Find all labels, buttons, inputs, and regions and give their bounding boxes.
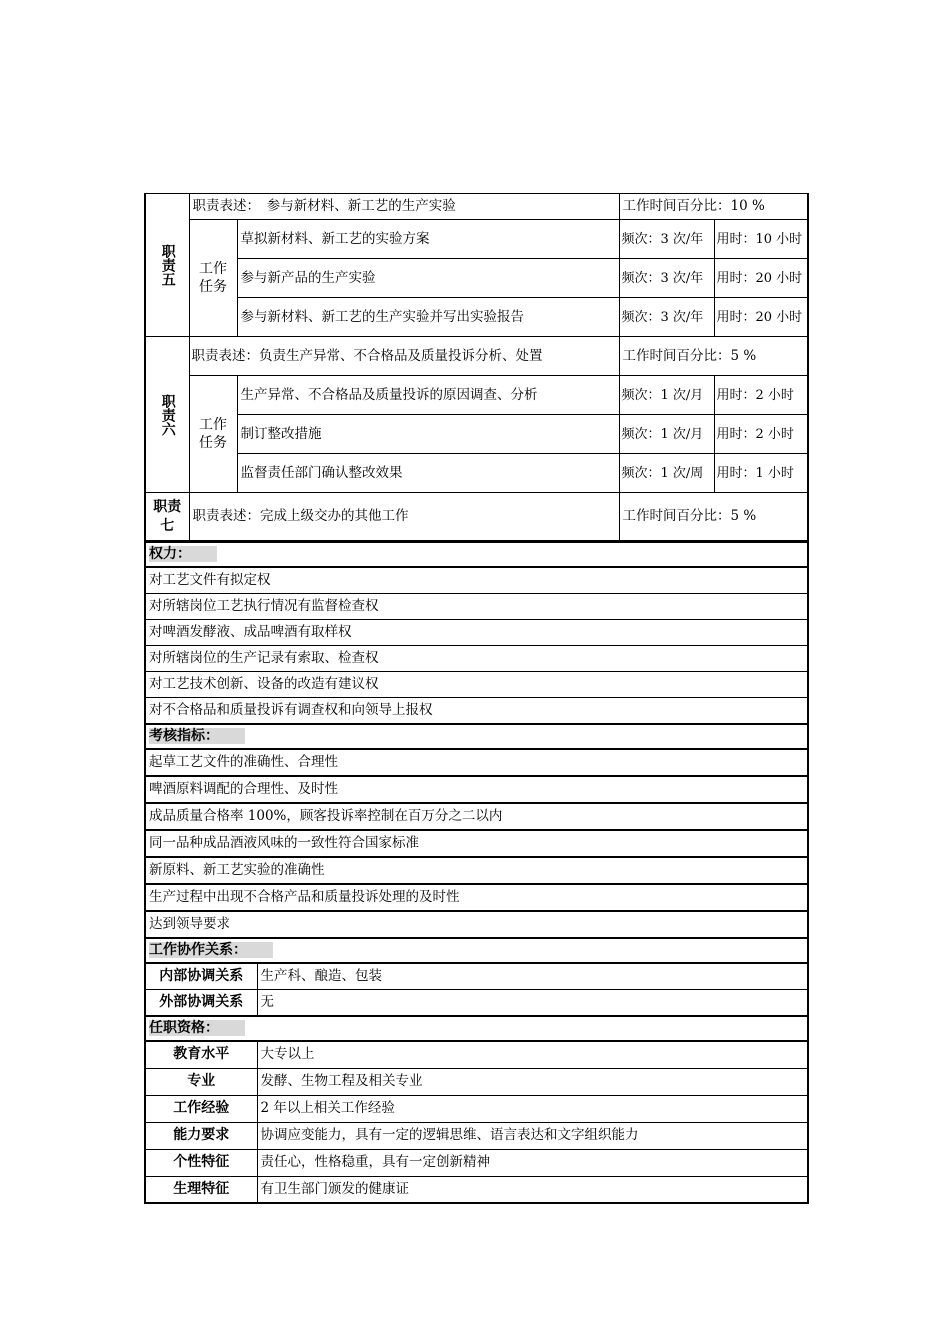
duty-6-task-row (145, 376, 808, 415)
qualification-value: 发酵、生物工程及相关专业 (257, 1068, 808, 1095)
cooperation-value: 生产科、酿造、包装 (257, 963, 808, 990)
duty-5-task-row (145, 298, 808, 337)
kpi-heading-text: 考核指标： (149, 728, 245, 744)
duty-5-task-label-text: 工作任务 (198, 261, 227, 295)
authority-item: 对不合格品和质量投诉有调查权和向领导上报权 (145, 698, 808, 725)
kpi-item: 新原料、新工艺实验的准确性 (145, 857, 808, 884)
duty-6-task-2: 制订整改措施 (237, 415, 619, 454)
duty-6-time-pct: 工作时间百分比：5 % (619, 337, 808, 376)
duty-6-description: 职责表述：负责生产异常、不合格品及质量投诉分析、处置 (189, 337, 619, 376)
qualification-value: 协调应变能力，具有一定的逻辑思维、语言表达和文字组织能力 (257, 1122, 808, 1149)
qualification-heading-text: 任职资格： (149, 1020, 245, 1036)
duty-5-task-row (145, 259, 808, 298)
duty-6-description-row (145, 337, 808, 376)
qualification-heading (145, 1016, 808, 1041)
duty-5-label (145, 194, 189, 337)
duty-6-task-label-text: 工作任务 (198, 417, 227, 451)
qualification-value: 大专以上 (257, 1041, 808, 1068)
duty-6-task-2-freq: 频次：1 次/月 (619, 415, 714, 454)
duty-7-label (145, 493, 189, 541)
authority-item: 对啤酒发酵液、成品啤酒有取样权 (145, 620, 808, 646)
authority-item: 对所辖岗位的生产记录有索取、检查权 (145, 646, 808, 672)
duty-6-task-2-time: 用时：2 小时 (714, 415, 808, 454)
authority-heading-text: 权力： (149, 546, 217, 562)
duty-6-task-row (145, 415, 808, 454)
duty-5-time-pct: 工作时间百分比：10 % (619, 194, 808, 220)
duty-6-task-1: 生产异常、不合格品及质量投诉的原因调查、分析 (237, 376, 619, 415)
qualification-label: 生理特征 (145, 1176, 257, 1203)
duty-5-task-row (145, 220, 808, 259)
duty-5-task-2-time: 用时：20 小时 (714, 259, 808, 298)
qualification-label: 专业 (145, 1068, 257, 1095)
cooperation-heading-text: 工作协作关系： (149, 942, 273, 958)
duty-7-label-text: 职责七 (153, 498, 182, 534)
duty-5-task-1: 草拟新材料、新工艺的实验方案 (237, 220, 619, 259)
cooperation-label: 外部协调关系 (145, 990, 257, 1017)
duty-6-label (145, 337, 189, 493)
kpi-item: 起草工艺文件的准确性、合理性 (145, 749, 808, 776)
qualification-label: 工作经验 (145, 1095, 257, 1122)
duty-6-task-3: 监督责任部门确认整改效果 (237, 454, 619, 493)
kpi-heading (145, 724, 808, 749)
duty-5-task-2: 参与新产品的生产实验 (237, 259, 619, 298)
job-description-page (144, 193, 807, 1204)
qualification-value: 有卫生部门颁发的健康证 (257, 1176, 808, 1203)
duty-5-task-1-time: 用时：10 小时 (714, 220, 808, 259)
duty-6-task-row (145, 454, 808, 493)
qualification-label: 个性特征 (145, 1149, 257, 1176)
duty-6-task-label (189, 376, 237, 493)
authority-heading (145, 542, 808, 567)
authority-item: 对所辖岗位工艺执行情况有监督检查权 (145, 594, 808, 620)
duty-7-row (145, 493, 808, 541)
cooperation-label: 内部协调关系 (145, 963, 257, 990)
kpi-item: 同一品种成品酒液风味的一致性符合国家标准 (145, 830, 808, 857)
duty-5-description: 职责表述： 参与新材料、新工艺的生产实验 (189, 194, 619, 220)
qualification-value: 责任心，性格稳重，具有一定创新精神 (257, 1149, 808, 1176)
duty-7-time-pct: 工作时间百分比：5 % (619, 493, 808, 541)
duty-5-task-label (189, 220, 237, 337)
qualification-label: 能力要求 (145, 1122, 257, 1149)
authority-item: 对工艺技术创新、设备的改造有建议权 (145, 672, 808, 698)
duty-5-label-text: 职责五 (159, 244, 176, 286)
duty-6-task-3-freq: 频次：1 次/周 (619, 454, 714, 493)
kpi-item: 生产过程中出现不合格产品和质量投诉处理的及时性 (145, 884, 808, 911)
duty-6-task-1-freq: 频次：1 次/月 (619, 376, 714, 415)
duties-table (144, 193, 809, 541)
duty-5-task-3-freq: 频次：3 次/年 (619, 298, 714, 337)
cooperation-value: 无 (257, 990, 808, 1017)
duty-5-task-1-freq: 频次：3 次/年 (619, 220, 714, 259)
qualification-label: 教育水平 (145, 1041, 257, 1068)
duty-6-task-1-time: 用时：2 小时 (714, 376, 808, 415)
duty-6-task-3-time: 用时：1 小时 (714, 454, 808, 493)
cooperation-heading (145, 938, 808, 963)
kpi-item: 成品质量合格率 100%，顾客投诉率控制在百万分之二以内 (145, 803, 808, 830)
duty-5-description-row (145, 194, 808, 220)
duty-5-task-3: 参与新材料、新工艺的生产实验并写出实验报告 (237, 298, 619, 337)
kpi-item: 达到领导要求 (145, 911, 808, 938)
kpi-item: 啤酒原料调配的合理性、及时性 (145, 776, 808, 803)
details-table (144, 541, 809, 1204)
duty-5-task-2-freq: 频次：3 次/年 (619, 259, 714, 298)
duty-6-label-text: 职责六 (159, 393, 176, 436)
duty-5-task-3-time: 用时：20 小时 (714, 298, 808, 337)
authority-item: 对工艺文件有拟定权 (145, 567, 808, 594)
qualification-value: 2 年以上相关工作经验 (257, 1095, 808, 1122)
duty-7-description: 职责表述：完成上级交办的其他工作 (189, 493, 619, 541)
